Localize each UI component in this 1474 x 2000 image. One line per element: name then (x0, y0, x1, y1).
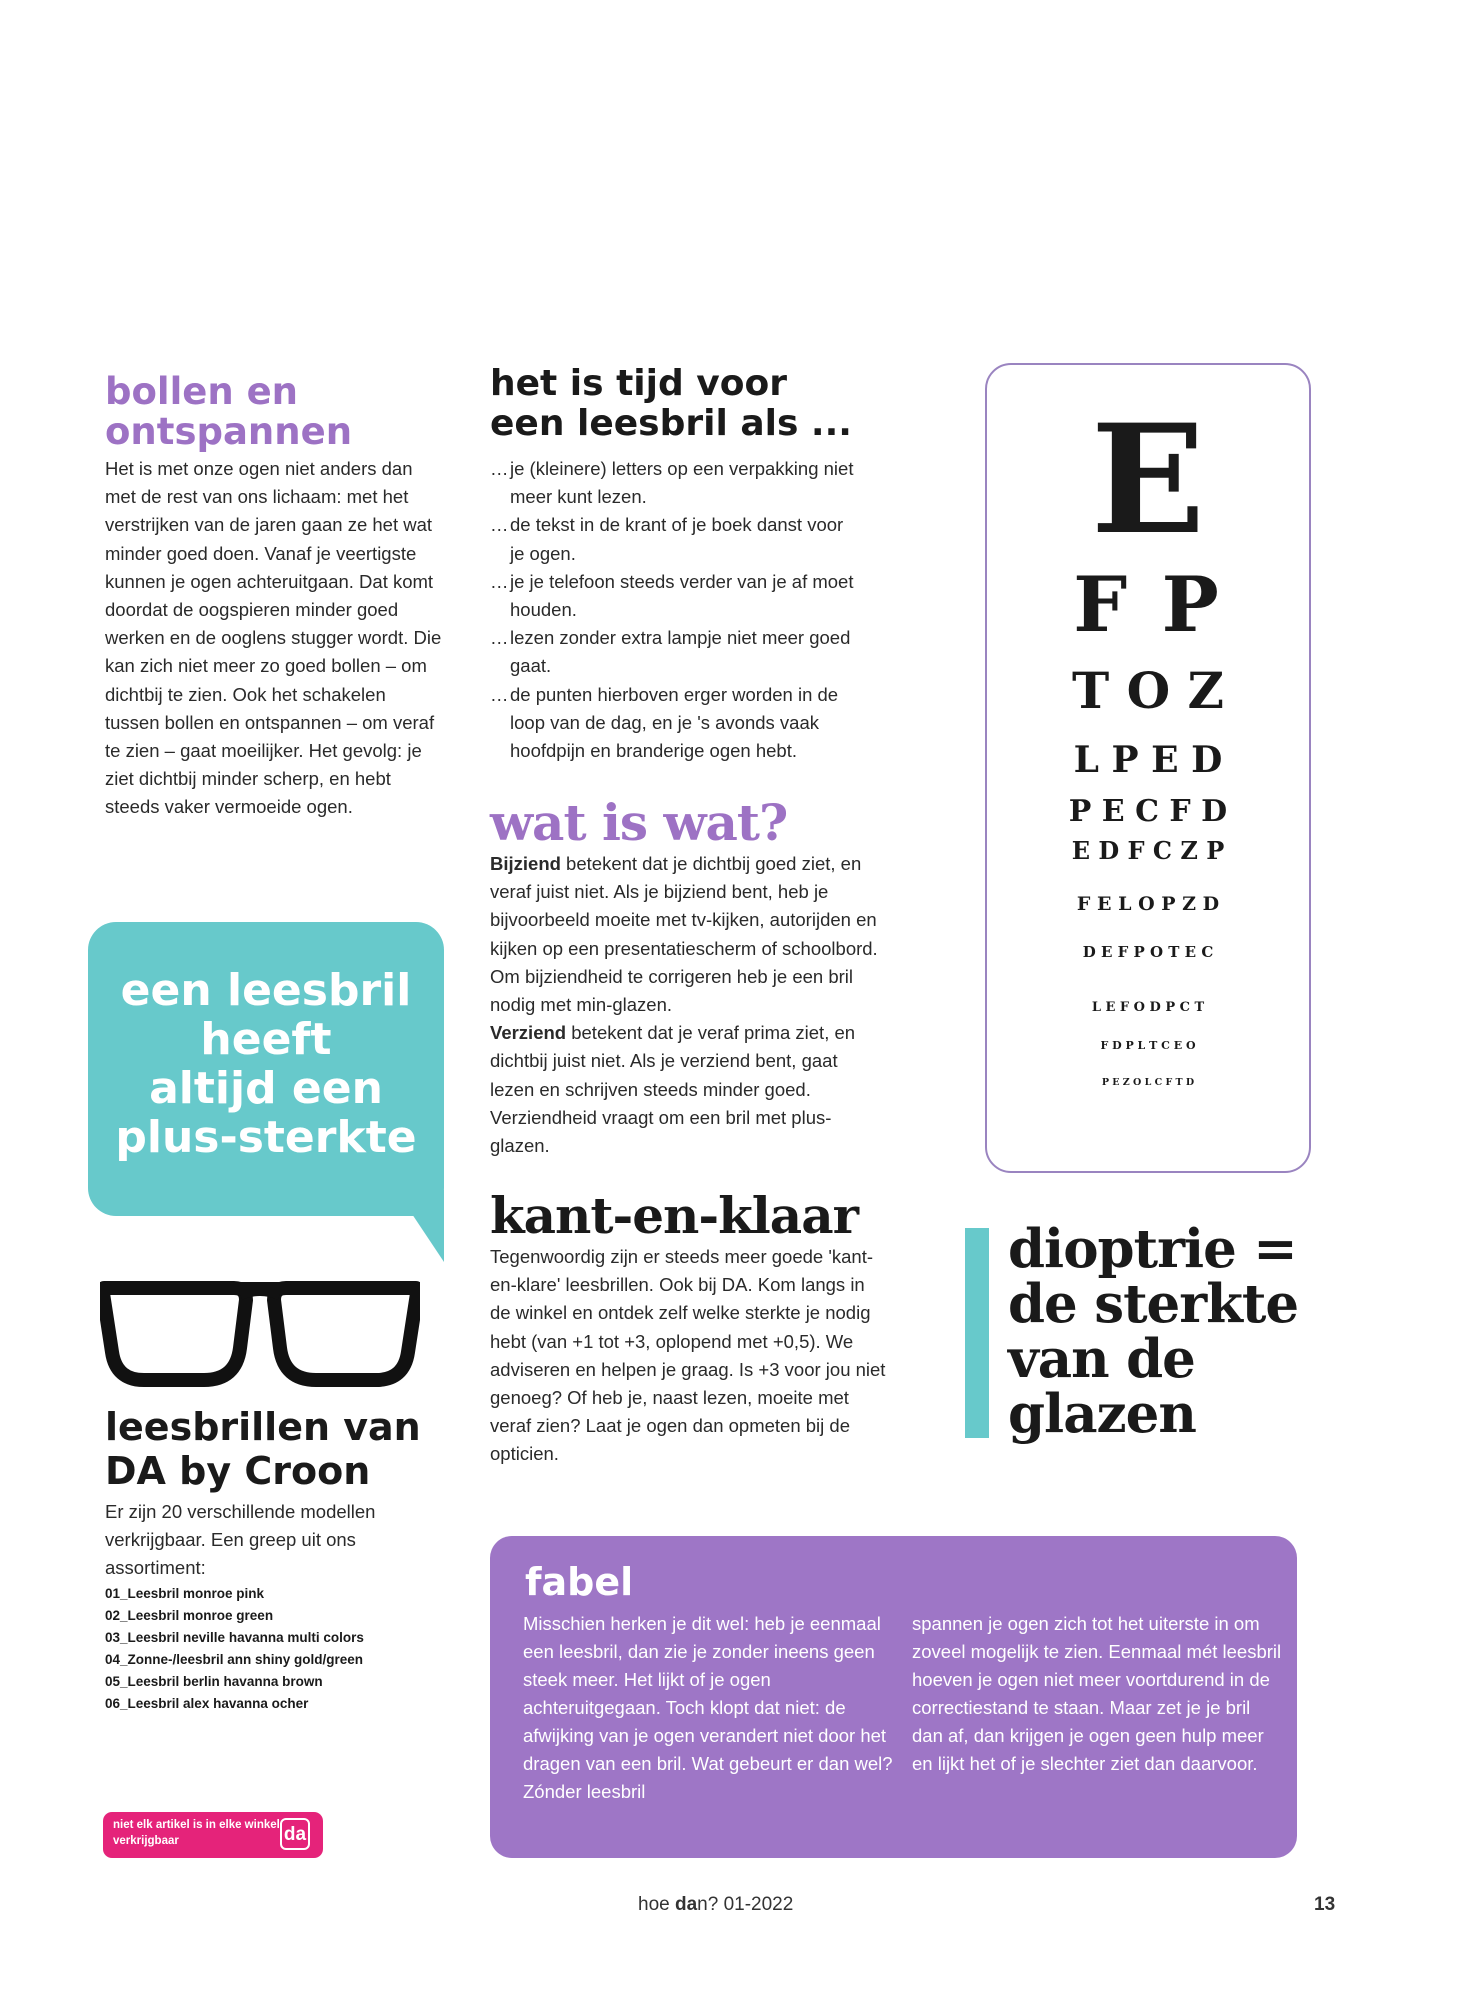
magazine-title-pre: hoe (638, 1894, 675, 1915)
tijd-heading-line1: het is tijd voor (490, 363, 787, 404)
wat-heading: wat is wat? (490, 793, 788, 852)
list-item: 06_Leesbril alex havanna ocher (105, 1696, 309, 1711)
reading-glasses-icon (100, 1278, 420, 1390)
tijd-heading-line2: een leesbril als ... (490, 403, 852, 444)
fabel-column-2: spannen je ogen zich tot het uiterste in om zoveel mogelijk te zien. Eenmaal mét leesbril hoeven je ogen niet meer voortdurend in de correctiestand te staan. Maar zet je je bril dan af, dan krijgen je ogen geen hulp meer en lijkt het of je slechter ziet dan daarvoor. (912, 1613, 1282, 1774)
list-item: … lezen zonder extra lampje niet meer goed gaat. (490, 624, 855, 680)
dioptrie-line2: de sterkte (1008, 1273, 1299, 1335)
eye-chart (985, 363, 1311, 1173)
list-item: … de tekst in de krant of je boek danst voor je ogen. (490, 511, 855, 567)
dioptrie-line1: dioptrie = (1008, 1218, 1297, 1280)
products-heading-line1: leesbrillen van (105, 1405, 421, 1449)
dioptrie-quote (1008, 1218, 1308, 1445)
eye-chart-row: P E C F D (1068, 794, 1228, 829)
list-item: … je je telefoon steeds verder van je af moet houden. (490, 568, 855, 624)
tijd-list (490, 455, 855, 765)
list-item: 05_Leesbril berlin havanna brown (105, 1674, 323, 1689)
bollen-heading (105, 372, 435, 452)
dioptrie-accent-bar (965, 1228, 989, 1438)
list-item: 04_Zonne-/leesbril ann shiny gold/green (105, 1652, 364, 1667)
eye-chart-row: E D F C Z P (1071, 836, 1225, 865)
availability-notice-text: niet elk artikel is in elke winkel verkrijgbaar (113, 1819, 280, 1847)
speech-bubble-text (88, 966, 444, 1162)
eye-chart-row: L E F O D P C T (1091, 1000, 1205, 1015)
da-logo: da (280, 1818, 310, 1850)
products-intro: Er zijn 20 verschillende modellen verkrijgbaar. Een greep uit ons assortiment: (105, 1501, 376, 1579)
magazine-title-post: n? 01-2022 (697, 1894, 794, 1915)
eye-chart-row: E (1090, 392, 1206, 568)
list-item: 03_Leesbril neville havanna multi colors (105, 1630, 364, 1645)
list-item: 01_Leesbril monroe pink (105, 1586, 265, 1601)
kant-heading: kant-en-klaar (490, 1186, 858, 1245)
bijziend-text: betekent dat je dichtbij goed ziet, en veraf juist niet. Als je bijziend bent, heb je bijvoorbeeld moeite met tv-kijken, autorijden en kijken op een presentatiescherm of schoolbord. Om bijziendheid te corrigeren heb je een bril nodig met min-glazen. (490, 853, 878, 1016)
list-item: … de punten hierboven erger worden in de loop van de dag, en je 's avonds vaak hoofdpijn en branderige ogen hebt. (490, 681, 855, 766)
wat-paragraph (490, 850, 885, 1160)
eye-chart-row: F E L O P Z D (1076, 893, 1220, 915)
tijd-heading (490, 364, 910, 444)
magazine-title (638, 1894, 793, 1916)
verziend-text: betekent dat je veraf prima ziet, en dichtbij juist niet. Als je verziend bent, gaat lezen en schrijven steeds minder goed. Verziendheid vraagt om een bril met plus-glazen. (490, 1022, 856, 1157)
bijziend-term: Bijziend (490, 853, 561, 874)
dioptrie-line3: van de (1008, 1328, 1195, 1390)
bubble-line3: altijd een (149, 1063, 383, 1114)
list-item: … je (kleinere) letters op een verpakking niet meer kunt lezen. (490, 455, 855, 511)
bubble-line1: een leesbril (120, 965, 412, 1016)
magazine-title-bold: da (674, 1894, 698, 1915)
eye-chart-row: F D P L T C E O (1100, 1039, 1196, 1052)
fabel-heading: fabel (525, 1560, 634, 1604)
product-list (105, 1583, 445, 1715)
dioptrie-line4: glazen (1008, 1383, 1196, 1445)
verziend-term: Verziend (490, 1022, 567, 1044)
bollen-heading-line1: bollen en (105, 370, 299, 413)
eye-chart-row: F P (1073, 560, 1223, 649)
kant-paragraph: Tegenwoordig zijn er steeds meer goede 'kant-en-klare' leesbrillen. Ook bij DA. Kom langs in de winkel en ontdek zelf welke sterkte je nodig hebt (van +1 tot +3, oplopend met +0,5). We adviseren en helpen je graag. Is +3 voor jou niet genoeg? Of heb je, naast lezen, moeite met veraf zien? Laat je ogen dan opmeten bij de opticien. (490, 1246, 886, 1465)
page-number: 13 (1314, 1894, 1336, 1915)
products-heading (105, 1405, 445, 1493)
products-heading-line2: DA by Croon (105, 1449, 371, 1493)
bubble-line2: heeft (200, 1014, 332, 1065)
eye-chart-row: D E F P O T E C (1082, 943, 1214, 961)
eye-chart-row: T O Z (1071, 661, 1225, 720)
bollen-heading-line2: ontspannen (105, 410, 353, 453)
fabel-column-1: Misschien herken je dit wel: heb je eenmaal een leesbril, dan zie je zonder ineens geen steek meer. Het lijkt of je ogen achteruitgegaan. Toch klopt dat niet: de afwijking van je ogen verandert niet door het dragen van een bril. Wat gebeurt er dan wel? Zónder leesbril (523, 1613, 893, 1802)
list-item: 02_Leesbril monroe green (105, 1608, 274, 1623)
speech-bubble-tail (396, 1190, 444, 1262)
eye-chart-row: L P E D (1073, 739, 1223, 781)
eye-chart-row: P E Z O L C F T D (1101, 1077, 1195, 1088)
bubble-line4: plus-sterkte (115, 1112, 417, 1163)
bollen-paragraph: Het is met onze ogen niet anders dan met de rest van ons lichaam: met het verstrijken van de jaren gaan ze het wat minder goed doen. Vanaf je veertigste kunnen je ogen achteruitgaan. Dat komt doordat de oogspieren minder goed werken en de ooglens stugger wordt. Die kan zich niet meer zo goed bollen – om dichtbij te zien. Ook het schakelen tussen bollen en ontspannen – om veraf te zien – gaat moeilijker. Het gevolg: je ziet dichtbij minder scherp, en hebt steeds vaker vermoeide ogen. (105, 458, 442, 818)
